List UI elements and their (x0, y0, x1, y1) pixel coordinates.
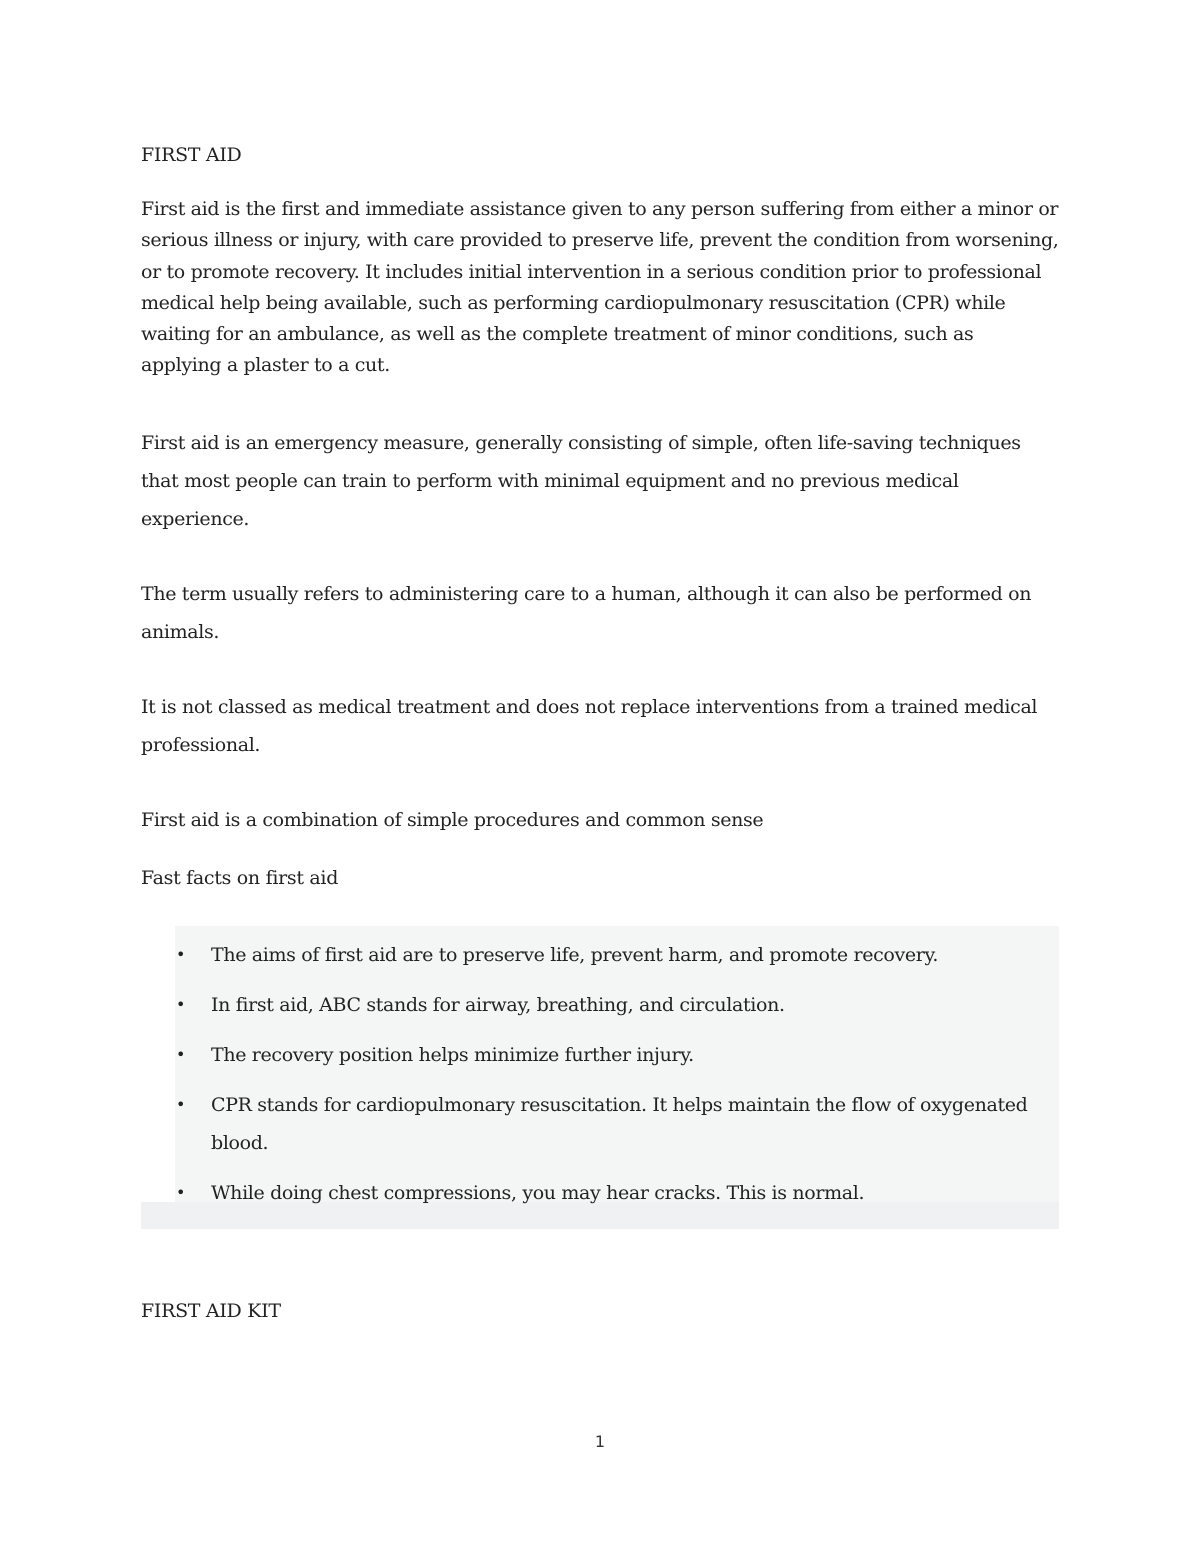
bullet-icon: • (176, 995, 186, 1014)
fast-facts-list (141, 936, 1059, 1224)
paragraph-term-usage: The term usually refers to administering care to a human, although it can also be performed on animals. (141, 583, 1032, 643)
fast-facts-box (141, 926, 1059, 1229)
bullet-icon: • (176, 1045, 186, 1064)
paragraph-not-medical-treatment: It is not classed as medical treatment and does not replace interventions from a trained medical professional. (141, 696, 1038, 756)
fact-text: While doing chest compressions, you may hear cracks. This is normal. (211, 1182, 865, 1204)
list-item (141, 1086, 1046, 1162)
paragraph-emergency-measure: First aid is an emergency measure, generally consisting of simple, often life-saving techniques that most people can train to perform with minimal equipment and no previous medical experience. (141, 432, 1021, 530)
bullet-icon: • (176, 1183, 186, 1202)
bullet-icon: • (176, 945, 186, 964)
facts-heading: Fast facts on first aid (141, 867, 339, 889)
list-item (141, 986, 1046, 1024)
page-number: 1 (594, 1432, 606, 1451)
fact-text: In first aid, ABC stands for airway, breathing, and circulation. (211, 994, 785, 1016)
list-item (141, 1036, 1046, 1074)
fact-text: The recovery position helps minimize further injury. (211, 1044, 694, 1066)
paragraph-combination: First aid is a combination of simple procedures and common sense (141, 809, 764, 831)
paragraph-definition: First aid is the first and immediate assistance given to any person suffering from either a minor or serious illness or injury, with care provided to preserve life, prevent the condition from worsening, or to promote recovery. It includes initial intervention in a serious condition prior to professional medical help being available, such as performing cardiopulmonary resuscitation (CPR) while waiting for an ambulance, as well as the complete treatment of minor conditions, such as applying a plaster to a cut. (141, 198, 1059, 377)
bullet-icon: • (176, 1095, 186, 1114)
fact-text: CPR stands for cardiopulmonary resuscitation. It helps maintain the flow of oxygenated blood. (211, 1094, 1028, 1154)
list-item (141, 1174, 1046, 1212)
fact-text: The aims of first aid are to preserve life, prevent harm, and promote recovery. (211, 944, 939, 966)
list-item (141, 936, 1046, 974)
kit-heading: FIRST AID KIT (141, 1300, 281, 1322)
document-title: FIRST AID (141, 144, 242, 166)
